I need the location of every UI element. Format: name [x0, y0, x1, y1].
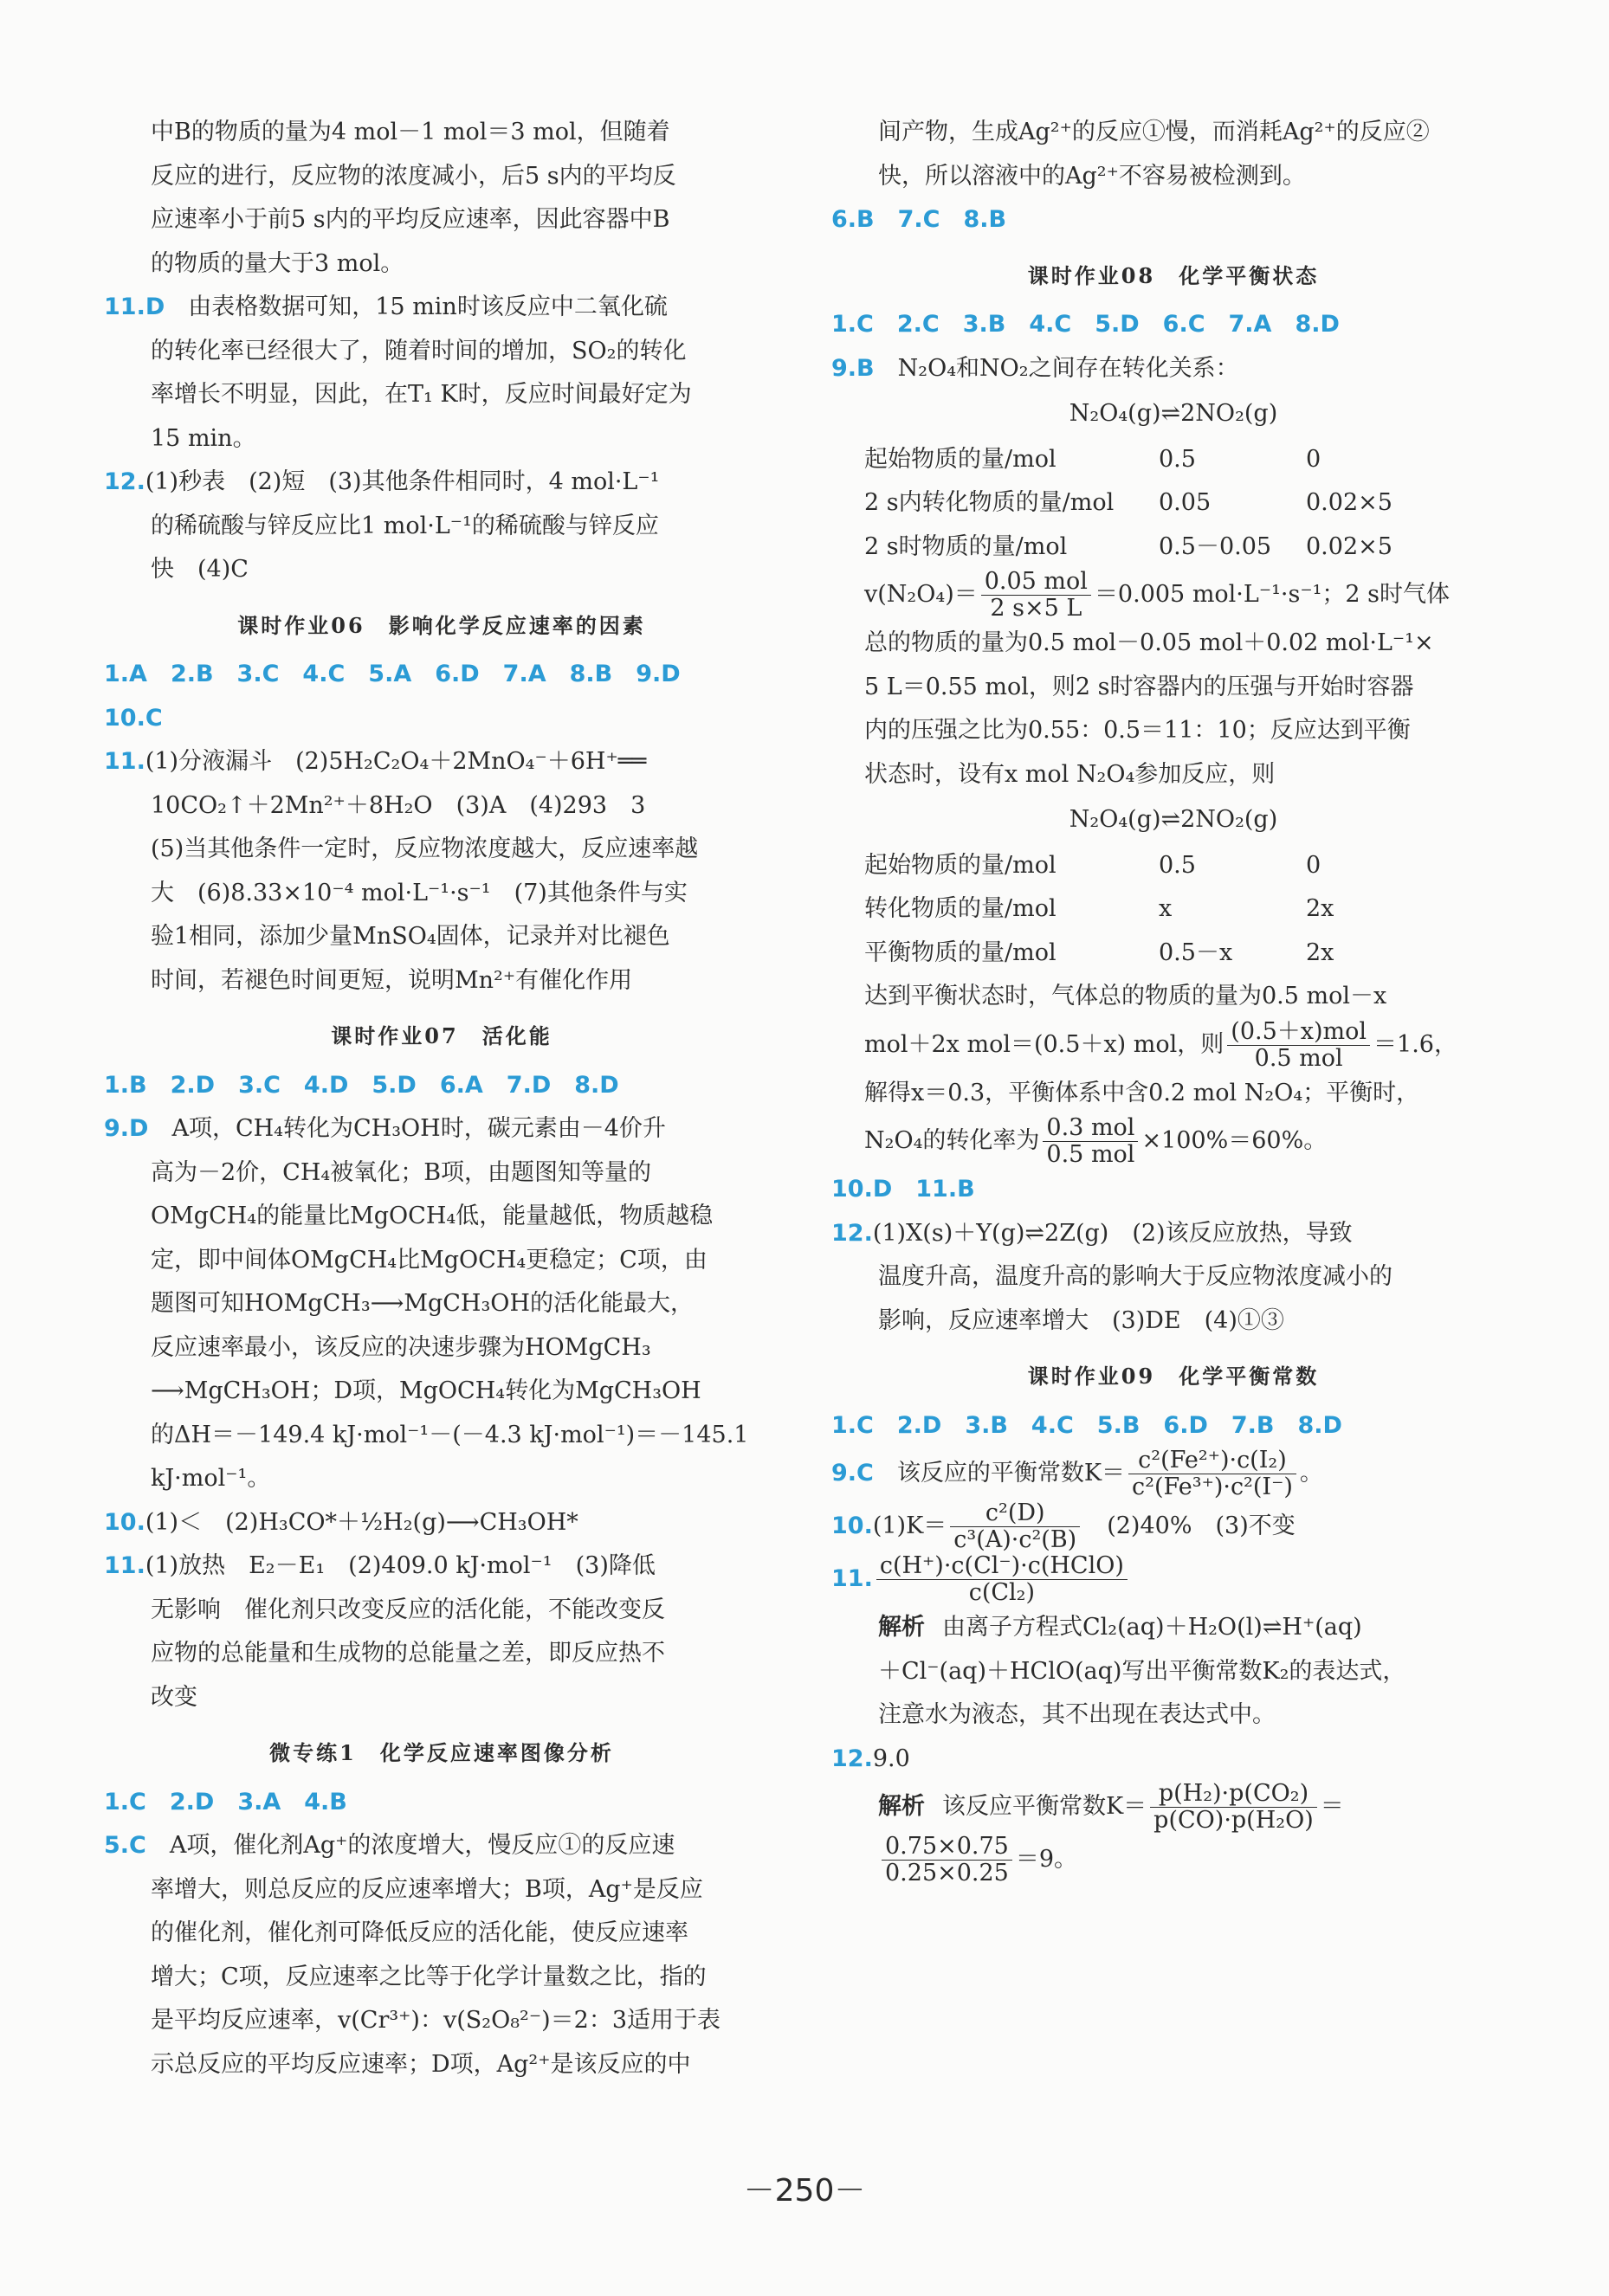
table-cell: 2x [1306, 938, 1334, 966]
analysis-label: 解析 [878, 1614, 925, 1641]
text-line: 的转化率已经很大了，随着时间的增加，SO₂的转化 [151, 337, 687, 364]
item-number: 10. [104, 1508, 145, 1536]
text-line: 达到平衡状态时，气体总的物质的量为0.5 mol－x [864, 983, 1387, 1009]
formula-text: ＝ [1320, 1793, 1344, 1820]
fraction [876, 1553, 1128, 1606]
table-cell: 0.02×5 [1306, 532, 1393, 560]
analysis-line [831, 1781, 1515, 1834]
section-title: 课时作业07 活化能 [331, 1023, 552, 1048]
table-cell: 0.02×5 [1306, 489, 1393, 516]
formula-text: 该反应的平衡常数K＝ [873, 1460, 1126, 1487]
answer-row: 1.C 2.C 3.B 4.C 5.D 6.C 7.A 8.D [831, 311, 1340, 338]
item-number: 11.D [104, 293, 165, 320]
denominator: 2 s×5 L [990, 595, 1082, 622]
text-line: OMgCH₄的能量比MgOCH₄低，能量越低，物质越稳 [151, 1203, 714, 1229]
right-column [831, 111, 1515, 1886]
formula-text: (2)40% (3)不变 [1083, 1512, 1296, 1539]
table-2 [831, 844, 1515, 976]
left-column [104, 111, 779, 2086]
item-11 [831, 1553, 1515, 1606]
text-line: 示总反应的平均反应速率；D项，Ag²⁺是该反应的中 [151, 2050, 691, 2078]
formula-text: ×100%＝60%。 [1141, 1127, 1328, 1154]
item-text: 由表格数据可知，15 min时该反应中二氧化硫 [165, 293, 668, 320]
question-item [104, 1545, 779, 1589]
item-number: 9.C [831, 1460, 874, 1487]
formula-text: ＝1.6， [1373, 1030, 1457, 1058]
text-line: 间产物，生成Ag²⁺的反应①慢，而消耗Ag²⁺的反应② [878, 119, 1430, 145]
text-line: kJ·mol⁻¹。 [151, 1465, 271, 1492]
numerator: (0.5＋x)mol [1227, 1019, 1370, 1046]
fraction [1150, 1781, 1317, 1834]
answer-row: 10.D 11.B [831, 1176, 975, 1203]
text-line: 注意水为液态，其不出现在表达式中。 [878, 1701, 1276, 1728]
text-line: (5)当其他条件一定时，反应物浓度越大，反应速率越 [151, 835, 699, 862]
question-item [104, 740, 779, 784]
formula-text: ＝0.005 mol·L⁻¹·s⁻¹；2 s时气体 [1094, 581, 1451, 608]
answer-row: 1.B 2.D 3.C 4.D 5.D 6.A 7.D 8.D [104, 1071, 619, 1099]
text-line: 率增长不明显，因此，在T₁ K时，反应时间最好定为 [151, 381, 692, 408]
answer-row: 1.C 2.D 3.B 4.C 5.B 6.D 7.B 8.D [831, 1411, 1342, 1439]
item-9c [831, 1448, 1515, 1500]
text-line: 15 min。 [151, 424, 256, 452]
text-line: 的物质的量大于3 mol。 [151, 249, 404, 277]
equation: N₂O₄(g)⇌2NO₂(g) [1069, 806, 1278, 833]
page-number: －250－ [743, 2173, 866, 2209]
numerator: 0.05 mol [981, 569, 1091, 596]
section-title: 微专练1 化学反应速率图像分析 [269, 1740, 614, 1765]
text-line: 率增大，则总反应的反应速率增大；B项，Ag⁺是反应 [151, 1875, 703, 1903]
text-line: 反应速率最小，该反应的决速步骤为HOMgCH₃ [151, 1333, 651, 1361]
answer-row: 1.A 2.B 3.C 4.C 5.A 6.D 7.A 8.B 9.D [104, 661, 681, 687]
text-line: 反应的进行，反应物的浓度减小，后5 s内的平均反 [151, 162, 676, 190]
table-row [864, 438, 1515, 482]
text-line: 时间，若褪色时间更短，说明Mn²⁺有催化作用 [151, 966, 633, 994]
table-row [864, 526, 1515, 570]
section-title: 课时作业09 化学平衡常数 [1027, 1364, 1320, 1389]
text-line: ⟶MgCH₃OH；D项，MgOCH₄转化为MgCH₃OH [151, 1377, 701, 1404]
table-cell: 2x [1306, 895, 1334, 922]
fraction [1043, 1115, 1138, 1168]
table-cell: 起始物质的量/mol [864, 851, 1057, 879]
item-number: 12. [831, 1745, 873, 1772]
answer-row: 6.B 7.C 8.B [831, 206, 1007, 233]
item-12b [831, 1738, 1515, 1782]
table-cell: 0.5－x [1159, 938, 1233, 966]
numerator: c²(Fe²⁺)·c(I₂) [1128, 1448, 1296, 1474]
item-number: 12. [831, 1219, 873, 1247]
table-cell: 0.05 [1159, 489, 1212, 516]
formula-text: N₂O₄的转化率为 [864, 1127, 1040, 1154]
item-text: 9.0 [872, 1745, 910, 1772]
text-line: 快，所以溶液中的Ag²⁺不容易被检测到。 [878, 162, 1306, 190]
table-row [864, 481, 1515, 526]
text-line: 改变 [151, 1683, 197, 1711]
section-title: 课时作业06 影响化学反应速率的因素 [237, 612, 646, 638]
item-text: (1)秒表 (2)短 (3)其他条件相同时，4 mol·L⁻¹ [145, 468, 660, 495]
text-line: 验1相同，添加少量MnSO₄固体，记录并对比褪色 [151, 923, 670, 950]
table-cell: 2 s时物质的量/mol [864, 532, 1068, 560]
item-text: A项，催化剂Ag⁺的浓度增大，慢反应①的反应速 [145, 1832, 675, 1859]
question-item [104, 1501, 779, 1545]
table-cell: 转化物质的量/mol [864, 895, 1057, 922]
text-line: 无影响 催化剂只改变反应的活化能，不能改变反 [151, 1596, 665, 1623]
item-number: 9.B [831, 354, 875, 382]
question-item [104, 1107, 779, 1151]
table-cell: 起始物质的量/mol [864, 445, 1057, 473]
text-line: 的ΔH＝－149.4 kJ·mol⁻¹－(－4.3 kJ·mol⁻¹)＝－145.1 [151, 1421, 749, 1448]
text-line: 定，即中间体OMgCH₄比MgOCH₄更稳定；C项，由 [151, 1246, 708, 1274]
formula-line [831, 1019, 1515, 1072]
numerator: p(H₂)·p(CO₂) [1150, 1781, 1317, 1808]
item-number: 10. [831, 1512, 873, 1539]
text-line: 大 (6)8.33×10⁻⁴ mol·L⁻¹·s⁻¹ (7)其他条件与实 [151, 879, 688, 906]
fraction [1227, 1019, 1370, 1072]
item-number: 12. [104, 468, 145, 495]
text-line: 状态时，设有x mol N₂O₄参加反应，则 [864, 760, 1276, 788]
question-item [104, 1824, 779, 1868]
table-row [864, 844, 1515, 888]
table-cell: 0 [1306, 851, 1321, 879]
formula-text: 该反应平衡常数K＝ [942, 1793, 1147, 1820]
numerator: c(H⁺)·c(Cl⁻)·c(HClO) [876, 1553, 1128, 1580]
answer-row: 1.C 2.D 3.A 4.B [104, 1788, 347, 1816]
item-9 [831, 347, 1515, 391]
item-number: 11. [104, 1552, 145, 1579]
numerator: c²(D) [950, 1500, 1080, 1527]
table-row [864, 932, 1515, 976]
text-line: 总的物质的量为0.5 mol－0.05 mol＋0.02 mol·L⁻¹× [864, 629, 1434, 656]
item-10 [831, 1500, 1515, 1553]
denominator: c³(A)·c²(B) [953, 1526, 1077, 1553]
text-line: 增大；C项，反应速率之比等于化学计量数之比，指的 [151, 1963, 707, 1990]
numerator: 0.3 mol [1043, 1115, 1138, 1142]
formula-line [831, 1115, 1515, 1168]
text-line: 的稀硫酸与锌反应比1 mol·L⁻¹的稀硫酸与锌反应 [151, 512, 659, 539]
text-line: 10CO₂↑＋2Mn²⁺＋8H₂O (3)A (4)293 3 [151, 791, 646, 819]
text-line: 中B的物质的量为4 mol－1 mol＝3 mol，但随着 [151, 119, 670, 145]
text-line: 快 (4)C [151, 556, 249, 583]
table-cell: 0.5 [1159, 445, 1196, 473]
denominator: c²(Fe³⁺)·c²(I⁻) [1132, 1474, 1293, 1500]
item-text: A项，CH₄转化为CH₃OH时，碳元素由－4价升 [148, 1115, 666, 1142]
table-1 [831, 438, 1515, 570]
table-cell: x [1159, 895, 1173, 922]
table-cell: 平衡物质的量/mol [864, 938, 1057, 966]
text-line: 影响，反应速率增大 (3)DE (4)①③ [878, 1306, 1284, 1334]
table-cell: 0.5－0.05 [1159, 532, 1272, 560]
denominator: 0.5 mol [1046, 1141, 1135, 1168]
item-text: (1)分液漏斗 (2)5H₂C₂O₄＋2MnO₄⁻＋6H⁺══ [145, 748, 647, 775]
text-line: 的催化剂，催化剂可降低反应的活化能，使反应速率 [151, 1919, 688, 1946]
analysis-label: 解析 [878, 1793, 925, 1820]
text-line: 是平均反应速率，v(Cr³⁺)：v(S₂O₈²⁻)＝2：3适用于表 [151, 2007, 720, 2034]
text-line: 解得x＝0.3，平衡体系中含0.2 mol N₂O₄；平衡时， [864, 1079, 1420, 1106]
formula-text: 。 [1299, 1460, 1323, 1487]
table-cell: 0 [1306, 445, 1321, 473]
equation: N₂O₄(g)⇌2NO₂(g) [1069, 400, 1278, 427]
table-cell: 0.5 [1159, 851, 1196, 879]
formula-text: mol＋2x mol＝(0.5＋x) mol，则 [864, 1030, 1225, 1058]
item-number: 5.C [104, 1832, 146, 1859]
question-item [104, 286, 779, 330]
fraction [981, 569, 1091, 622]
item-text: (1)X(s)＋Y(g)⇌2Z(g) (2)该反应放热，导致 [872, 1219, 1353, 1247]
section-title: 课时作业08 化学平衡状态 [1027, 262, 1320, 288]
fraction [1128, 1448, 1296, 1500]
formula-line [831, 569, 1515, 622]
item-number: 11. [831, 1565, 873, 1592]
denominator: p(CO)·p(H₂O) [1153, 1807, 1314, 1834]
numerator: 0.75×0.75 [882, 1834, 1012, 1861]
text-line: 5 L＝0.55 mol，则2 s时容器内的压强与开始时容器 [864, 673, 1414, 700]
table-row [864, 887, 1515, 932]
denominator: 0.5 mol [1254, 1044, 1343, 1072]
denominator: c(Cl₂) [968, 1579, 1036, 1606]
formula-text: v(N₂O₄)＝ [864, 581, 978, 608]
text-line: 应速率小于前5 s内的平均反应速率，因此容器中B [151, 206, 670, 233]
formula-line [831, 1834, 1515, 1886]
analysis-text: 由离子方程式Cl₂(aq)＋H₂O(l)⇌H⁺(aq) [942, 1614, 1362, 1641]
fraction [950, 1500, 1080, 1553]
question-item [104, 461, 779, 505]
item-text: N₂O₄和NO₂之间存在转化关系： [874, 354, 1239, 382]
text-line: 高为－2价，CH₄被氧化；B项，由题图知等量的 [151, 1158, 652, 1186]
item-text: (1)放热 E₂－E₁ (2)409.0 kJ·mol⁻¹ (3)降低 [145, 1552, 656, 1579]
item-12 [831, 1212, 1515, 1256]
item-number: 9.D [104, 1115, 149, 1142]
answer-row: 10.C [104, 704, 163, 732]
table-cell: 2 s内转化物质的量/mol [864, 489, 1115, 516]
denominator: 0.25×0.25 [885, 1860, 1009, 1886]
analysis-line [831, 1606, 1515, 1650]
fraction [882, 1834, 1012, 1886]
formula-text: (1)K＝ [872, 1512, 947, 1539]
text-line: ＋Cl⁻(aq)＋HClO(aq)写出平衡常数K₂的表达式， [878, 1657, 1406, 1685]
item-text: (1)＜ (2)H₃CO*＋½H₂(g)⟶CH₃OH* [145, 1508, 578, 1536]
text-line: 温度升高，温度升高的影响大于反应物浓度减小的 [878, 1263, 1393, 1290]
text-line: 应物的总能量和生成物的总能量之差，即反应热不 [151, 1640, 665, 1667]
text-line: 题图可知HOMgCH₃⟶MgCH₃OH的活化能最大， [151, 1290, 694, 1317]
formula-text: ＝9。 [1015, 1846, 1078, 1873]
text-line: 内的压强之比为0.55：0.5＝11：10；反应达到平衡 [864, 717, 1411, 744]
item-number: 11. [104, 748, 145, 775]
